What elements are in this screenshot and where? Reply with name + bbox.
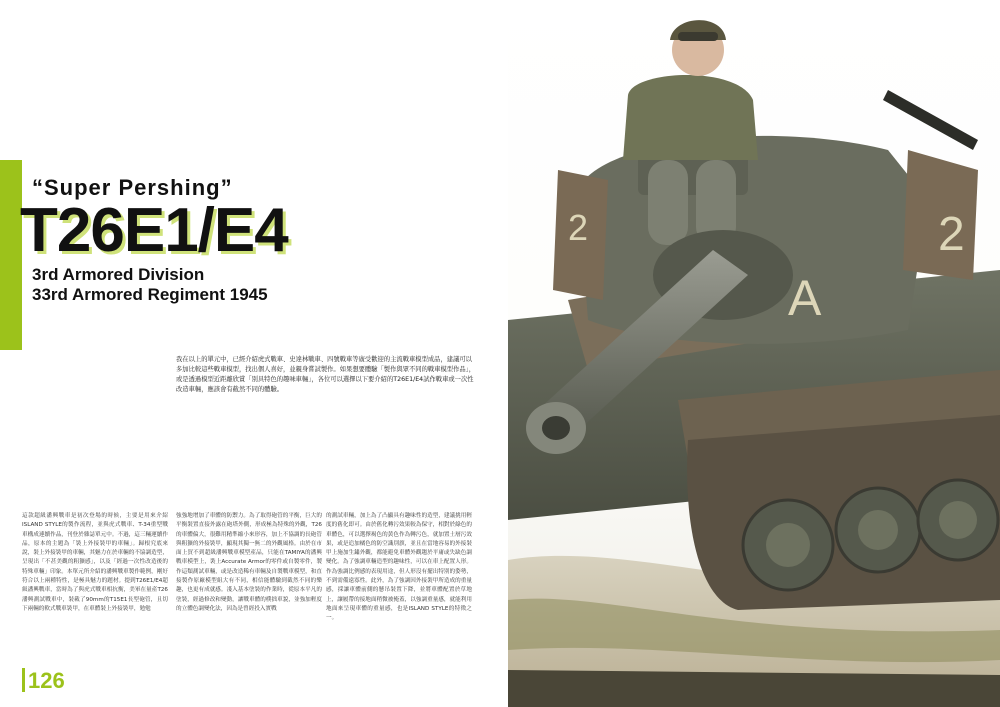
turret-letter: A xyxy=(788,270,822,326)
article-subtitle: “Super Pershing” xyxy=(32,175,233,200)
body-text-1: 這款超級潘興戰車是初次登場的時候，主要是用來介紹ISLAND STYLE的製作流程，並與虎式戰車、T-34重型戰車構成連續作品，刊登於雜誌單元中。不過，這三輛運續作品，原本的主題為「裝上外接裝甲的車輛」。歸根究底來說，裝上外接裝甲的車輛，其魅力在於車輛的不協調造型，呈現出「不甚美觀的粗獷感」，以及「經過一次性改造後的特殊車輛」印象。本單元所介紹的潘興戰車製作範例，剛好符合以上兩種特性，是極具魅力的題材。提到T26E1/E4超級潘興戰車，當時為了與虎式戰車相抗衡，美軍在量產T26潘興測試戰車中，裝載了90mm的T15E1長型砲管，且切下兩輛的軟式戰車裝甲，在車體裝上外接裝甲，勉勉 xyxy=(22,513,168,612)
crew-figure xyxy=(623,20,758,160)
accent-bar xyxy=(0,160,22,350)
muzzle-bore xyxy=(542,416,570,440)
tank-illustration xyxy=(508,0,1000,707)
machine-gun xyxy=(883,90,978,150)
page-number: 126 xyxy=(28,668,65,693)
body-text-3: 的測試車輛，加上為了凸顯具有趣味性的造型，建議挑用輕度的舊化即可。由於舊化轉污效果較為保守，相對於綠色的車體色，可以選擇褐色的黃色作為轉污色，就加置土層污效果，或是追加橘色的防空識別旗，並且在當地容易的外接裝甲上施加生鏽外觀，都能避免車體外觀趨於平庸或失缺色調變化。為了強調車輛造型的趣味性，可以在車上配置人形。作為強調比例感的表現用途，但人形沒有擺出特別的姿勢，不到需備遠寡性。此外，為了強調因外接裝甲所造成的重量感，採讓車體前側的懸吊裝置下降，並將車體配置於草地上，讓履帶的接地面稍微被掩蓋，以強調重量感，就能利用地面來呈現車體的重量感，也是ISLAND STYLE的特徵之一。 xyxy=(326,513,472,622)
unit-line-2: 33rd Armored Regiment 1945 xyxy=(32,285,268,304)
article-title: T26E1/E4 xyxy=(20,196,288,265)
unit-line-1: 3rd Armored Division xyxy=(32,265,205,284)
body-text-2: 強強地增加了車體的防禦力。為了取得砲管的平衡，巨大的平衡裝置直接外露在砲塔外側，形成極為特殊的外觀，T26的車體偏大，很難用精準縮小來形容，加上不協調的長砲管與粗獷的外接裝甲，顯現其獨一無二的外觀風格。由於在市面上買不到超級潘興戰車模型產品，只能在TAMIYA的潘興戰車模型上，裝上Accurate Armor的零件或自製零件，製作這類測試車輛，或是改造稀有車輛及自製戰車模型，和直接製作原廠模型組大有不同，相信能體驗到截然不同的樂趣，也更有成就感。淺入基本塗裝的作業時，從原本平凡的塗裝，經過修改和變動，讓戰車體的樸拙車貌，並強加輕度的立體色調變化法，因為是曾經投入實戰 xyxy=(176,513,322,612)
intro-text: 我在以上的單元中，已經介紹虎式戰車、史達林戰車、四號戰車等廣受歡迎的主流戰車模型成品，建議可以多加比較這些戰車模型，找出個人喜好，並親身嘗試製作。如果想要體驗「製作與眾不同的戰車模型作品」，或是透過模型近距離欣賞「別具特色的趣味車輛」，各位可以選擇以下要介紹的T26E1/E4試作戰車或一次性改造車輛，應該會有截然不同的體驗。 xyxy=(176,356,476,393)
intro-paragraph xyxy=(176,355,476,395)
body-column-2 xyxy=(176,512,322,614)
counterweight-tube-left xyxy=(648,160,688,245)
body-column-1 xyxy=(22,512,168,614)
page-number-bar xyxy=(22,668,25,692)
turret-number-left: 2 xyxy=(568,207,589,248)
turret-number: 2 xyxy=(938,208,965,261)
tank-photo xyxy=(508,0,1000,707)
body-column-3 xyxy=(326,512,472,624)
base-edge xyxy=(508,670,1000,707)
